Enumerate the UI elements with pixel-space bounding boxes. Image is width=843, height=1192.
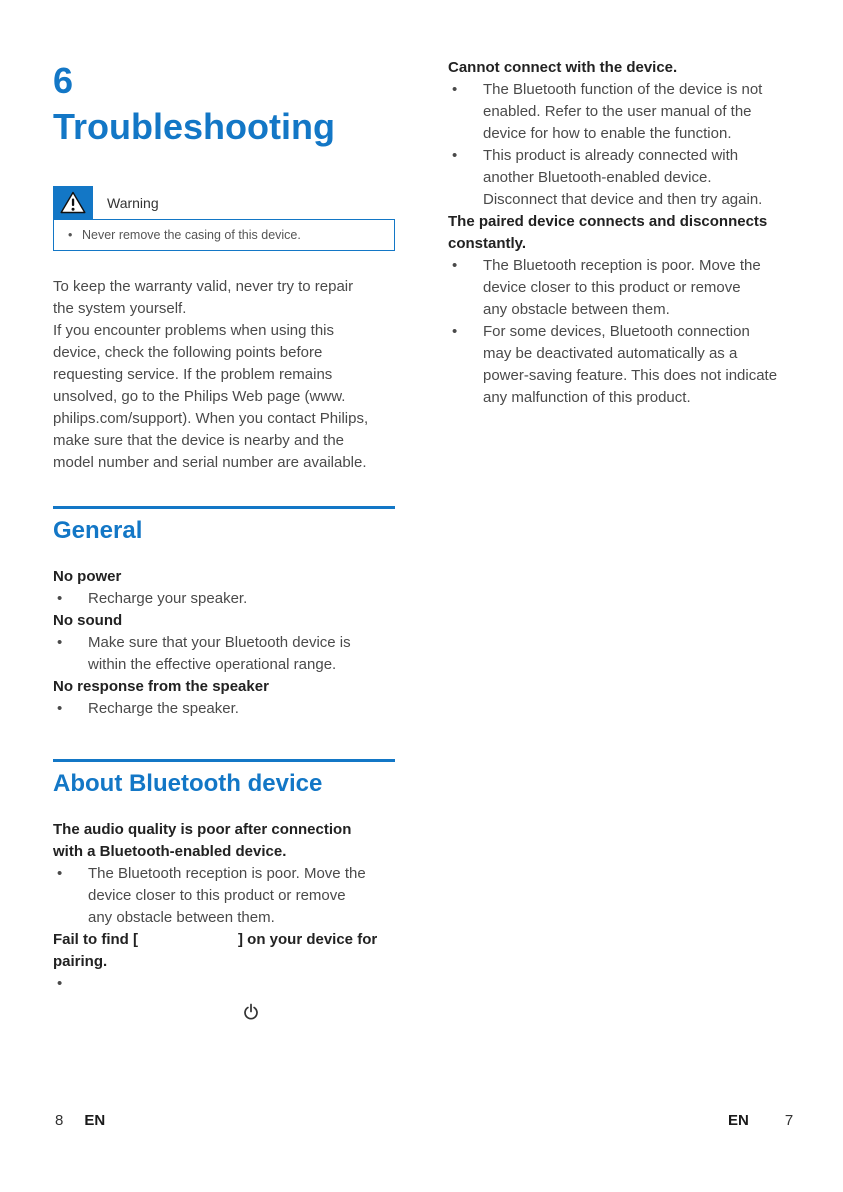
solution-item: • The Bluetooth reception is poor. Move the device closer to this product or remove any obstacle between them.	[88, 863, 395, 929]
warning-box	[53, 186, 395, 251]
right-column	[448, 0, 790, 409]
problem-heading: Cannot connect with the device.	[448, 59, 678, 76]
section-items	[53, 819, 395, 995]
solution-list	[53, 863, 395, 929]
troubleshooting-items-right	[448, 57, 790, 409]
footer-right	[728, 1112, 793, 1129]
solution-item: • Recharge the speaker.	[88, 698, 395, 720]
language-code-left: EN	[84, 1112, 106, 1129]
solution-item: • For some devices, Bluetooth connection may be deactivated automatically as a power-saving feature. This does not indicate any malfunction of this product.	[483, 321, 790, 409]
warning-body	[53, 219, 395, 251]
section-rule	[53, 759, 395, 762]
warning-triangle-icon	[53, 186, 93, 219]
section-items	[53, 566, 395, 720]
chapter-number: 6	[53, 60, 74, 101]
chapter-title-text: Troubleshooting	[53, 106, 335, 147]
page-number-left: 8	[55, 1112, 64, 1129]
chapter-title	[53, 58, 395, 150]
solution-item: • This product is already connected with another Bluetooth-enabled device. Disconnect that device and then try again.	[483, 145, 790, 211]
problem-heading: No sound	[53, 612, 123, 629]
problem-heading: Fail to find [ ] on your device for pairing.	[53, 931, 378, 970]
warning-header	[53, 186, 395, 219]
footer-left	[55, 1112, 105, 1129]
section-about-bluetooth-device	[53, 759, 395, 995]
warning-bullet-list	[54, 220, 307, 250]
page-number-right: 7	[784, 1112, 794, 1129]
warning-label: Warning	[107, 194, 159, 211]
solution-list	[448, 79, 790, 211]
solution-item	[88, 973, 395, 995]
section-rule	[53, 506, 395, 509]
problem-heading: The audio quality is poor after connection with a Bluetooth-enabled device.	[53, 821, 352, 860]
solution-list	[53, 698, 395, 720]
solution-item: • The Bluetooth reception is poor. Move the device closer to this product or remove any obstacle between them.	[483, 255, 790, 321]
solution-list	[53, 588, 395, 610]
problem-heading: No response from the speaker	[53, 678, 269, 695]
section-heading: General	[53, 517, 143, 544]
solution-item: • The Bluetooth function of the device is not enabled. Refer to the user manual of the device for how to enable the function.	[483, 79, 790, 145]
power-icon-row	[53, 1003, 395, 1025]
intro-paragraph: To keep the warranty valid, never try to repair the system yourself. If you encounter problems when using this device, check the following points before requesting service. If the problem remains unsolved, go to the Philips Web page (www. philips.com/support). When you contact Philips, make sure that the device is nearby and the model number and serial number are available.	[53, 278, 369, 471]
solution-list	[448, 255, 790, 409]
language-code-right: EN	[728, 1112, 749, 1129]
problem-heading: The paired device connects and disconnects constantly.	[448, 213, 768, 252]
solution-list	[53, 973, 395, 995]
solution-list	[53, 632, 395, 676]
left-column	[53, 0, 395, 1025]
solution-item: • Recharge your speaker.	[88, 588, 395, 610]
problem-heading: No power	[53, 568, 122, 585]
warning-bullet-item: • Never remove the casing of this device.	[82, 220, 301, 250]
section-heading: About Bluetooth device	[53, 770, 323, 797]
solution-item: • Make sure that your Bluetooth device is within the effective operational range.	[88, 632, 395, 676]
power-icon	[243, 1003, 259, 1027]
troubleshooting-sections	[53, 506, 395, 995]
section-general	[53, 506, 395, 720]
